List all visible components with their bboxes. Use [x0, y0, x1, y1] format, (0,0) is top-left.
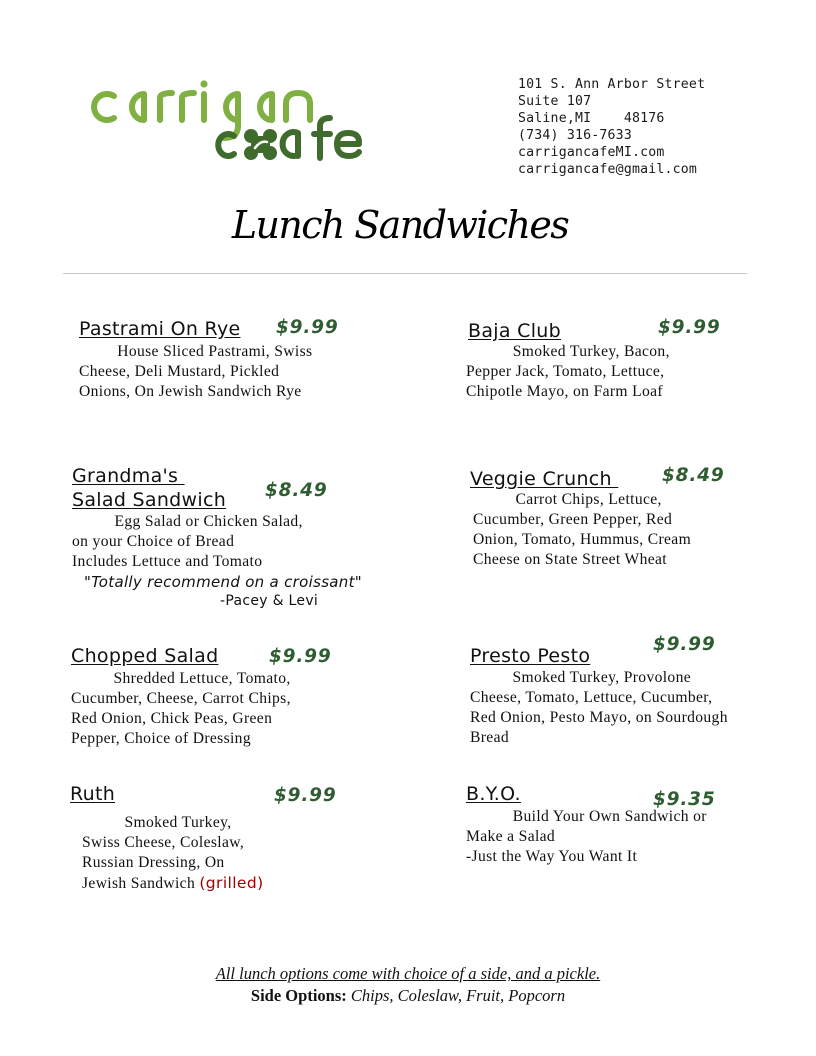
item-name-grandmas-line1: Grandma's: [72, 465, 185, 487]
item-desc-chopped-salad: Shredded Lettuce, Tomato, Cucumber, Cheese, Carrot Chips, Red Onion, Chick Peas, Green Pepper, Choice of Dressing: [71, 670, 291, 747]
grilled-tag: (grilled): [199, 874, 264, 892]
carrigan-cafe-logo: [86, 76, 410, 166]
item-desc-veggie-crunch: Carrot Chips, Lettuce, Cucumber, Green Pepper, Red Onion, Tomato, Hummus, Cream Cheese on State Street Wheat: [473, 491, 692, 568]
email: carrigancafe@gmail.com: [518, 162, 698, 177]
customer-quote: "Totally recommend on a croissant": [84, 573, 362, 591]
item-name-veggie-crunch: Veggie Crunch: [470, 468, 619, 490]
item-name-byo: B.Y.O.: [466, 783, 521, 805]
item-desc-pastrami: House Sliced Pastrami, Swiss Cheese, Deli Mustard, Pickled Onions, On Jewish Sandwich Rye: [79, 343, 313, 400]
item-price-ruth: $9.99: [274, 785, 337, 806]
item-price-baja-club: $9.99: [658, 317, 721, 338]
item-price-presto-pesto: $9.99: [653, 634, 716, 655]
item-price-byo: $9.35: [653, 789, 716, 810]
side-options-label: Side Options:: [250, 986, 347, 1005]
item-desc-byo: Build Your Own Sandwich or Make a Salad -Just the Way You Want It: [466, 808, 707, 865]
item-price-grandmas: $8.49: [265, 480, 328, 501]
side-note: All lunch options come with choice of a side, and a pickle.: [215, 964, 601, 983]
item-name-grandmas-line2: Salad Sandwich: [72, 489, 227, 511]
contact-block: [518, 76, 705, 178]
item-desc-grandmas: Egg Salad or Chicken Salad, on your Choice of Bread Includes Lettuce and Tomato: [72, 513, 303, 570]
side-options-values: Chips, Coleslaw, Fruit, Popcorn: [346, 986, 566, 1005]
street-address: 101 S. Ann Arbor Street: [518, 77, 706, 92]
item-price-pastrami: $9.99: [276, 317, 339, 338]
suite: Suite 107: [518, 94, 592, 109]
divider: [63, 273, 747, 274]
item-name-baja-club: Baja Club: [468, 320, 561, 342]
phone-number: (734) 316-7633: [518, 128, 632, 143]
item-price-chopped-salad: $9.99: [269, 646, 332, 667]
quote-attribution: -Pacey & Levi: [220, 593, 319, 609]
item-name-pastrami: Pastrami On Rye: [79, 318, 241, 340]
item-price-veggie-crunch: $8.49: [662, 465, 725, 486]
city-state-zip: Saline,MI 48176: [518, 111, 665, 126]
item-name-chopped-salad: Chopped Salad: [71, 645, 219, 667]
item-name-presto-pesto: Presto Pesto: [470, 645, 591, 667]
item-desc-baja-club: Smoked Turkey, Bacon, Pepper Jack, Tomato, Lettuce, Chipotle Mayo, on Farm Loaf: [466, 343, 670, 400]
website: carrigancafeMI.com: [518, 145, 665, 160]
item-desc-ruth: Smoked Turkey, Swiss Cheese, Coleslaw, Russian Dressing, On Jewish Sandwich (grilled): [82, 814, 264, 892]
side-options: [0, 986, 816, 1006]
item-desc-presto-pesto: Smoked Turkey, Provolone Cheese, Tomato, Lettuce, Cucumber, Red Onion, Pesto Mayo, on Sourdough Bread: [470, 669, 728, 746]
item-name-ruth: Ruth: [70, 783, 116, 805]
page-title: Lunch Sandwiches: [231, 203, 569, 247]
